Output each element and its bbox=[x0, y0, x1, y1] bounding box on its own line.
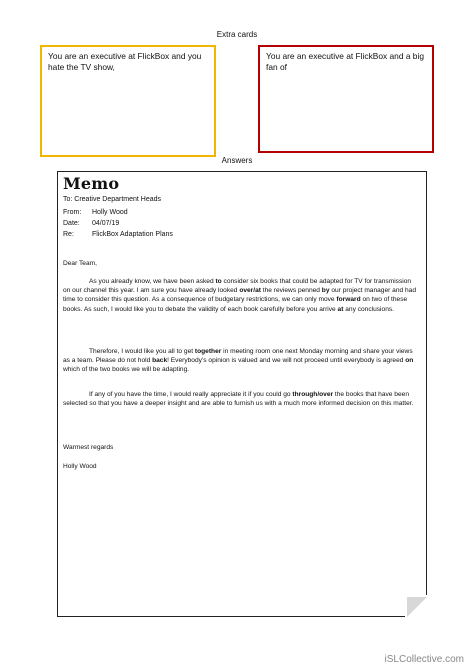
memo-document bbox=[57, 171, 427, 617]
extra-cards-title: Extra cards bbox=[216, 30, 258, 39]
role-card-hate bbox=[40, 45, 216, 157]
role-card-hate-text: You are an executive at FlickBox and you hate the TV show, bbox=[48, 51, 202, 72]
memo-from-value: Holly Wood bbox=[92, 209, 128, 216]
memo-date-value: 04/07/19 bbox=[92, 220, 120, 227]
memo-to: To: Creative Department Heads bbox=[63, 196, 162, 203]
answers-title: Answers bbox=[221, 156, 253, 165]
footer-watermark: iSLCollective.com bbox=[384, 654, 464, 665]
memo-title: Memo bbox=[63, 174, 120, 193]
memo-closing: Warmest regards bbox=[63, 444, 114, 451]
memo-paragraph-3: If any of you have the time, I would really appreciate it if you could go through/over the books that have been selected so that you have a deeper insight and are able to furnish us with a much more informed decision on this matter. bbox=[63, 391, 414, 408]
memo-re-label: Re: bbox=[63, 231, 74, 238]
memo-date-label: Date: bbox=[63, 220, 80, 227]
memo-re-value: FlickBox Adaptation Plans bbox=[92, 231, 173, 238]
memo-from-label: From: bbox=[63, 209, 82, 216]
role-card-fan bbox=[258, 45, 434, 153]
page-curl-corner bbox=[405, 595, 427, 617]
memo-signature: Holly Wood bbox=[63, 463, 97, 470]
memo-paragraph-2: Therefore, I would like you all to get together in meeting room one next Monday morning and share your views as a team. Please do not hold back! Everybody’s opinion is valued and we will not proceed until everybody is agreed on which of the two books we will be adapting. bbox=[63, 348, 414, 374]
role-card-fan-text: You are an executive at FlickBox and a big fan of bbox=[266, 51, 424, 72]
memo-paragraph-1: As you already know, we have been asked to consider six books that could be adapted for TV for transmission on our channel this year. I am sure you have already looked over/at the reviews penned by our project manager and had time to consider this question. As a consequence of budgetary restrictions, we can only move forward on two of these books. As such, I would like you to debate the validity of each book carefully before you arrive at any conclusions. bbox=[63, 278, 417, 313]
memo-greeting: Dear Team, bbox=[63, 260, 97, 267]
